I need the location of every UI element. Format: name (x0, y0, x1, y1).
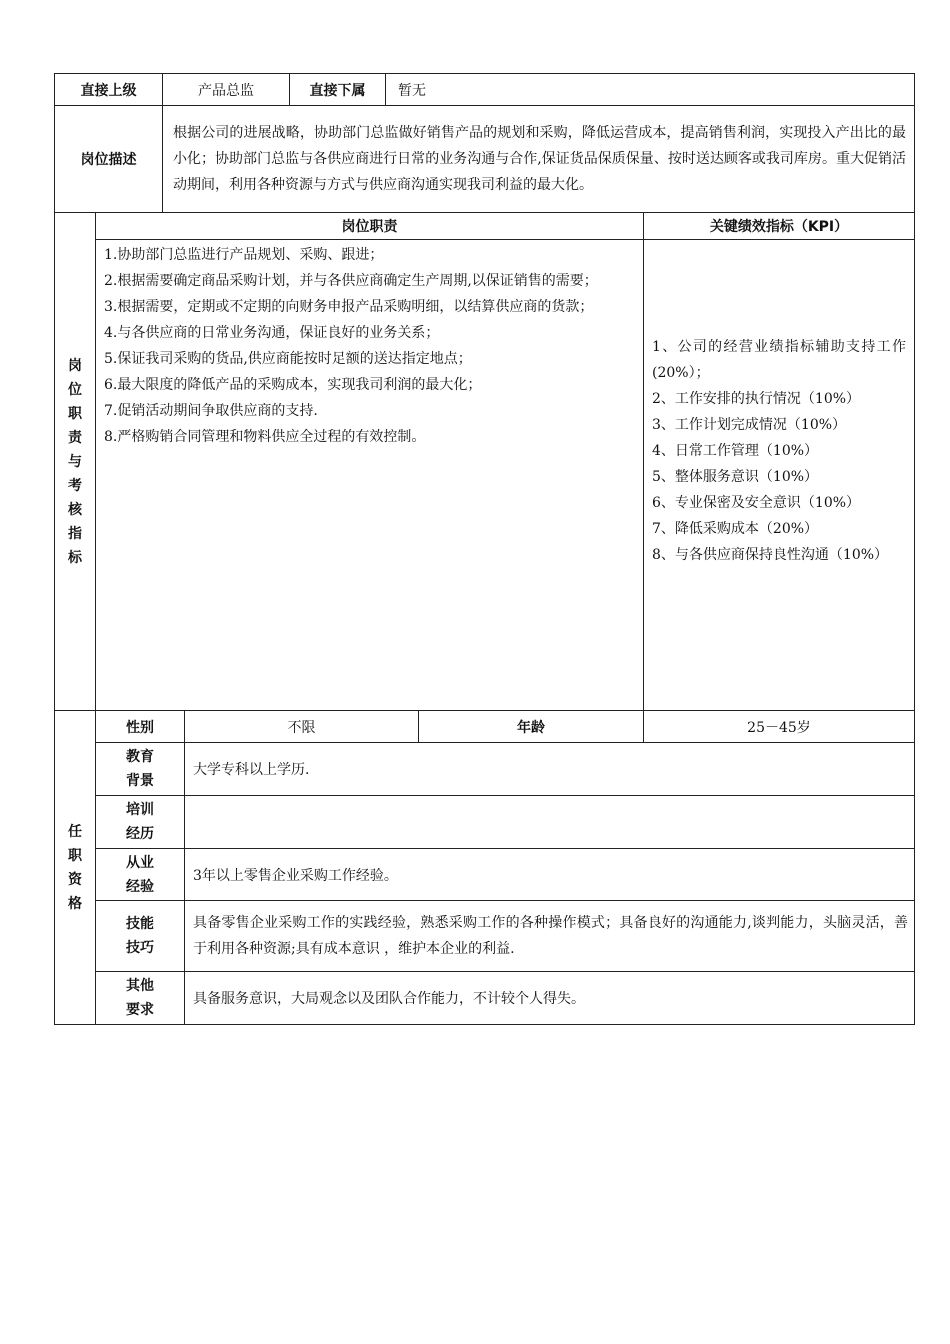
duty-item: 7.促销活动期间争取供应商的支持. (104, 403, 318, 419)
label-line: 经历 (126, 826, 154, 842)
gender-value: 不限 (185, 711, 419, 743)
label-line: 教育 (126, 749, 154, 765)
duties-header: 岗位职责 (96, 213, 644, 240)
kpi-item: 8、与各供应商保持良性沟通（10%） (652, 547, 889, 563)
side-char: 核 (68, 501, 82, 518)
side-char: 指 (68, 525, 82, 542)
qualifications-side-label (55, 711, 96, 1025)
duties-list (96, 240, 644, 711)
experience-value: 3年以上零售企业采购工作经验。 (185, 849, 915, 901)
superior-value: 产品总监 (163, 74, 290, 106)
label-line: 技巧 (126, 940, 154, 956)
duty-item: 6.最大限度的降低产品的采购成本，实现我司利润的最大化； (104, 377, 482, 393)
other-label (96, 972, 185, 1025)
other-value: 具备服务意识，大局观念以及团队合作能力，不计较个人得失。 (185, 972, 915, 1025)
side-char: 资 (68, 871, 82, 888)
label-line: 背景 (126, 773, 154, 789)
experience-label (96, 849, 185, 901)
education-label (96, 743, 185, 796)
education-value: 大学专科以上学历. (185, 743, 915, 796)
duty-item: 3.根据需要，定期或不定期的向财务申报产品采购明细，以结算供应商的货款； (104, 299, 594, 315)
kpi-item: 5、整体服务意识（10%） (652, 469, 819, 485)
description-label: 岗位描述 (55, 106, 163, 213)
duty-item: 2.根据需要确定商品采购计划，并与各供应商确定生产周期,以保证销售的需要； (104, 273, 598, 289)
skills-label (96, 901, 185, 972)
side-char: 标 (68, 549, 82, 566)
side-char: 位 (68, 381, 82, 398)
kpi-item: 7、降低采购成本（20%） (652, 521, 819, 537)
side-char: 格 (68, 895, 82, 912)
side-char: 任 (68, 823, 82, 840)
kpi-item: 6、专业保密及安全意识（10%） (652, 495, 861, 511)
side-char: 与 (68, 453, 82, 470)
subordinate-value: 暂无 (386, 74, 915, 106)
side-char: 责 (68, 429, 82, 446)
label-line: 经验 (126, 878, 154, 895)
kpi-header: 关键绩效指标（KPI） (644, 213, 915, 240)
subordinate-label: 直接下属 (290, 74, 386, 106)
label-line: 其他 (126, 978, 154, 994)
label-line: 培训 (126, 802, 154, 818)
duty-item: 1.协助部门总监进行产品规划、采购、跟进； (104, 247, 384, 263)
skills-value: 具备零售企业采购工作的实践经验，熟悉采购工作的各种操作模式；具备良好的沟通能力,谈判能力，头脑灵活，善于利用各种资源;具有成本意识 ，维护本企业的利益. (185, 901, 915, 972)
training-label (96, 796, 185, 849)
label-line: 从业 (126, 854, 154, 871)
superior-label: 直接上级 (55, 74, 163, 106)
label-line: 要求 (126, 1002, 154, 1018)
age-label: 年龄 (419, 711, 644, 743)
duties-side-label (55, 213, 96, 711)
header-table (54, 73, 915, 213)
side-char: 职 (68, 405, 82, 422)
kpi-list (644, 240, 915, 711)
age-value: 25－45岁 (644, 711, 915, 743)
side-char: 考 (68, 477, 82, 494)
gender-label: 性别 (96, 711, 185, 743)
duty-item: 4.与各供应商的日常业务沟通，保证良好的业务关系； (104, 325, 440, 341)
side-char: 职 (68, 847, 82, 864)
kpi-item: 1、公司的经营业绩指标辅助支持工作(20%）； (652, 339, 906, 381)
duties-table (54, 212, 915, 711)
kpi-item: 2、工作安排的执行情况（10%） (652, 391, 861, 407)
kpi-item: 3、工作计划完成情况（10%） (652, 417, 847, 433)
training-value (185, 796, 915, 849)
duty-item: 8.严格购销合同管理和物料供应全过程的有效控制。 (104, 429, 426, 445)
kpi-item: 4、日常工作管理（10%） (652, 443, 819, 459)
duty-item: 5.保证我司采购的货品,供应商能按时足额的送达指定地点； (104, 351, 472, 367)
label-line: 技能 (126, 916, 154, 932)
description-text: 根据公司的进展战略，协助部门总监做好销售产品的规划和采购，降低运营成本，提高销售利润，实现投入产出比的最小化；协助部门总监与各供应商进行日常的业务沟通与合作,保证货品保质保量、按时送达顾客或我司库房。重大促销活动期间，利用各种资源与方式与供应商沟通实现我司利益的最大化。 (163, 106, 915, 213)
qualifications-table (54, 710, 915, 1025)
side-char: 岗 (68, 357, 82, 374)
